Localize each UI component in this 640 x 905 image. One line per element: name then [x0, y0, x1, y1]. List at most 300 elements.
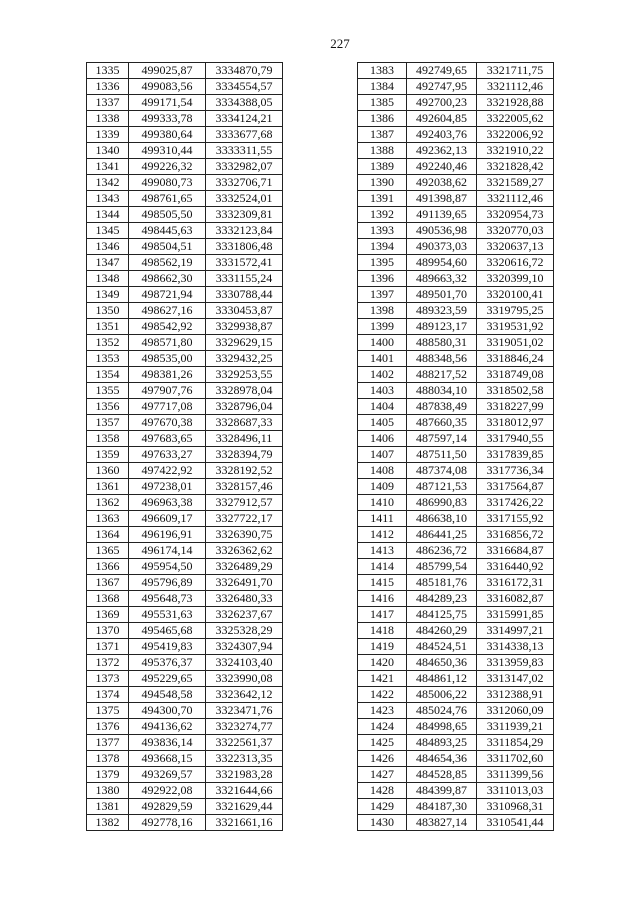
- y-coordinate-cell: 3327912,57: [206, 495, 283, 511]
- x-coordinate-cell: 496609,17: [129, 511, 206, 527]
- y-coordinate-cell: 3313959,83: [477, 655, 554, 671]
- y-coordinate-cell: 3332706,71: [206, 175, 283, 191]
- table-row: [358, 271, 554, 287]
- point-number-cell: 1350: [87, 303, 129, 319]
- y-coordinate-cell: 3327722,17: [206, 511, 283, 527]
- y-coordinate-cell: 3329253,55: [206, 367, 283, 383]
- x-coordinate-cell: 487597,14: [407, 431, 477, 447]
- table-row: [87, 687, 283, 703]
- x-coordinate-cell: 488348,56: [407, 351, 477, 367]
- y-coordinate-cell: 3315991,85: [477, 607, 554, 623]
- table-row: [358, 527, 554, 543]
- x-coordinate-cell: 484861,12: [407, 671, 477, 687]
- table-row: [358, 239, 554, 255]
- point-number-cell: 1372: [87, 655, 129, 671]
- x-coordinate-cell: 492829,59: [129, 799, 206, 815]
- y-coordinate-cell: 3324103,40: [206, 655, 283, 671]
- point-number-cell: 1400: [358, 335, 407, 351]
- table-row: [87, 159, 283, 175]
- table-row: [358, 159, 554, 175]
- x-coordinate-cell: 487121,53: [407, 479, 477, 495]
- table-row: [87, 383, 283, 399]
- y-coordinate-cell: 3330453,87: [206, 303, 283, 319]
- x-coordinate-cell: 499380,64: [129, 127, 206, 143]
- table-row: [87, 271, 283, 287]
- table-row: [358, 399, 554, 415]
- y-coordinate-cell: 3323642,12: [206, 687, 283, 703]
- point-number-cell: 1424: [358, 719, 407, 735]
- point-number-cell: 1379: [87, 767, 129, 783]
- table-row: [358, 143, 554, 159]
- x-coordinate-cell: 484528,85: [407, 767, 477, 783]
- y-coordinate-cell: 3320399,10: [477, 271, 554, 287]
- point-number-cell: 1427: [358, 767, 407, 783]
- x-coordinate-cell: 497238,01: [129, 479, 206, 495]
- point-number-cell: 1361: [87, 479, 129, 495]
- table-row: [87, 607, 283, 623]
- point-number-cell: 1411: [358, 511, 407, 527]
- point-number-cell: 1397: [358, 287, 407, 303]
- y-coordinate-cell: 3310968,31: [477, 799, 554, 815]
- table-row: [87, 303, 283, 319]
- point-number-cell: 1336: [87, 79, 129, 95]
- y-coordinate-cell: 3321112,46: [477, 79, 554, 95]
- point-number-cell: 1335: [87, 63, 129, 79]
- x-coordinate-cell: 492700,23: [407, 95, 477, 111]
- point-number-cell: 1422: [358, 687, 407, 703]
- table-row: [358, 511, 554, 527]
- point-number-cell: 1370: [87, 623, 129, 639]
- y-coordinate-cell: 3328687,33: [206, 415, 283, 431]
- table-row: [358, 79, 554, 95]
- point-number-cell: 1417: [358, 607, 407, 623]
- point-number-cell: 1364: [87, 527, 129, 543]
- point-number-cell: 1396: [358, 271, 407, 287]
- x-coordinate-cell: 488034,10: [407, 383, 477, 399]
- table-row: [87, 319, 283, 335]
- x-coordinate-cell: 498761,65: [129, 191, 206, 207]
- y-coordinate-cell: 3330788,44: [206, 287, 283, 303]
- y-coordinate-cell: 3334388,05: [206, 95, 283, 111]
- x-coordinate-cell: 493269,57: [129, 767, 206, 783]
- point-number-cell: 1382: [87, 815, 129, 831]
- point-number-cell: 1373: [87, 671, 129, 687]
- point-number-cell: 1428: [358, 783, 407, 799]
- x-coordinate-cell: 491139,65: [407, 207, 477, 223]
- y-coordinate-cell: 3326480,33: [206, 591, 283, 607]
- y-coordinate-cell: 3332524,01: [206, 191, 283, 207]
- x-coordinate-cell: 495465,68: [129, 623, 206, 639]
- x-coordinate-cell: 484524,51: [407, 639, 477, 655]
- x-coordinate-cell: 484260,29: [407, 623, 477, 639]
- x-coordinate-cell: 483827,14: [407, 815, 477, 831]
- table-row: [87, 719, 283, 735]
- y-coordinate-cell: 3311854,29: [477, 735, 554, 751]
- table-row: [358, 735, 554, 751]
- y-coordinate-cell: 3321112,46: [477, 191, 554, 207]
- y-coordinate-cell: 3329938,87: [206, 319, 283, 335]
- x-coordinate-cell: 495796,89: [129, 575, 206, 591]
- point-number-cell: 1338: [87, 111, 129, 127]
- point-number-cell: 1412: [358, 527, 407, 543]
- table-row: [358, 351, 554, 367]
- point-number-cell: 1348: [87, 271, 129, 287]
- point-number-cell: 1344: [87, 207, 129, 223]
- point-number-cell: 1343: [87, 191, 129, 207]
- point-number-cell: 1404: [358, 399, 407, 415]
- point-number-cell: 1342: [87, 175, 129, 191]
- point-number-cell: 1374: [87, 687, 129, 703]
- y-coordinate-cell: 3332123,84: [206, 223, 283, 239]
- x-coordinate-cell: 494136,62: [129, 719, 206, 735]
- table-row: [87, 175, 283, 191]
- point-number-cell: 1356: [87, 399, 129, 415]
- table-row: [358, 367, 554, 383]
- table-row: [358, 127, 554, 143]
- table-row: [87, 799, 283, 815]
- y-coordinate-cell: 3318227,99: [477, 399, 554, 415]
- table-row: [358, 63, 554, 79]
- x-coordinate-cell: 489663,32: [407, 271, 477, 287]
- point-number-cell: 1381: [87, 799, 129, 815]
- x-coordinate-cell: 489501,70: [407, 287, 477, 303]
- point-number-cell: 1429: [358, 799, 407, 815]
- x-coordinate-cell: 493668,15: [129, 751, 206, 767]
- table-row: [358, 207, 554, 223]
- y-coordinate-cell: 3332309,81: [206, 207, 283, 223]
- y-coordinate-cell: 3333311,55: [206, 143, 283, 159]
- point-number-cell: 1346: [87, 239, 129, 255]
- y-coordinate-cell: 3323274,77: [206, 719, 283, 735]
- point-number-cell: 1380: [87, 783, 129, 799]
- table-row: [358, 415, 554, 431]
- table-row: [358, 383, 554, 399]
- x-coordinate-cell: 499333,78: [129, 111, 206, 127]
- y-coordinate-cell: 3318846,24: [477, 351, 554, 367]
- x-coordinate-cell: 496196,91: [129, 527, 206, 543]
- y-coordinate-cell: 3333677,68: [206, 127, 283, 143]
- point-number-cell: 1406: [358, 431, 407, 447]
- table-row: [87, 351, 283, 367]
- point-number-cell: 1408: [358, 463, 407, 479]
- y-coordinate-cell: 3322006,92: [477, 127, 554, 143]
- x-coordinate-cell: 498542,92: [129, 319, 206, 335]
- y-coordinate-cell: 3322561,37: [206, 735, 283, 751]
- point-number-cell: 1384: [358, 79, 407, 95]
- y-coordinate-cell: 3311399,56: [477, 767, 554, 783]
- x-coordinate-cell: 487374,08: [407, 463, 477, 479]
- point-number-cell: 1378: [87, 751, 129, 767]
- y-coordinate-cell: 3326390,75: [206, 527, 283, 543]
- x-coordinate-cell: 497907,76: [129, 383, 206, 399]
- x-coordinate-cell: 485024,76: [407, 703, 477, 719]
- point-number-cell: 1410: [358, 495, 407, 511]
- x-coordinate-cell: 492604,85: [407, 111, 477, 127]
- x-coordinate-cell: 486441,25: [407, 527, 477, 543]
- y-coordinate-cell: 3321711,75: [477, 63, 554, 79]
- table-row: [358, 495, 554, 511]
- point-number-cell: 1430: [358, 815, 407, 831]
- x-coordinate-cell: 484650,36: [407, 655, 477, 671]
- y-coordinate-cell: 3328496,11: [206, 431, 283, 447]
- table-row: [358, 431, 554, 447]
- x-coordinate-cell: 485181,76: [407, 575, 477, 591]
- y-coordinate-cell: 3321928,88: [477, 95, 554, 111]
- x-coordinate-cell: 495954,50: [129, 559, 206, 575]
- y-coordinate-cell: 3326489,29: [206, 559, 283, 575]
- x-coordinate-cell: 495419,83: [129, 639, 206, 655]
- point-number-cell: 1362: [87, 495, 129, 511]
- y-coordinate-cell: 3320954,73: [477, 207, 554, 223]
- x-coordinate-cell: 499080,73: [129, 175, 206, 191]
- point-number-cell: 1405: [358, 415, 407, 431]
- x-coordinate-cell: 495531,63: [129, 607, 206, 623]
- y-coordinate-cell: 3317155,92: [477, 511, 554, 527]
- point-number-cell: 1402: [358, 367, 407, 383]
- y-coordinate-cell: 3321589,27: [477, 175, 554, 191]
- table-row: [358, 447, 554, 463]
- table-row: [358, 303, 554, 319]
- point-number-cell: 1394: [358, 239, 407, 255]
- x-coordinate-cell: 492240,46: [407, 159, 477, 175]
- x-coordinate-cell: 491398,87: [407, 191, 477, 207]
- point-number-cell: 1352: [87, 335, 129, 351]
- point-number-cell: 1354: [87, 367, 129, 383]
- y-coordinate-cell: 3318012,97: [477, 415, 554, 431]
- point-number-cell: 1385: [358, 95, 407, 111]
- x-coordinate-cell: 495648,73: [129, 591, 206, 607]
- table-row: [358, 463, 554, 479]
- x-coordinate-cell: 496963,38: [129, 495, 206, 511]
- x-coordinate-cell: 484654,36: [407, 751, 477, 767]
- point-number-cell: 1371: [87, 639, 129, 655]
- y-coordinate-cell: 3311013,03: [477, 783, 554, 799]
- x-coordinate-cell: 492362,13: [407, 143, 477, 159]
- y-coordinate-cell: 3334124,21: [206, 111, 283, 127]
- x-coordinate-cell: 489323,59: [407, 303, 477, 319]
- table-row: [87, 431, 283, 447]
- x-coordinate-cell: 485799,54: [407, 559, 477, 575]
- point-number-cell: 1418: [358, 623, 407, 639]
- x-coordinate-cell: 499226,32: [129, 159, 206, 175]
- table-row: [358, 639, 554, 655]
- y-coordinate-cell: 3317736,34: [477, 463, 554, 479]
- point-number-cell: 1414: [358, 559, 407, 575]
- y-coordinate-cell: 3318749,08: [477, 367, 554, 383]
- point-number-cell: 1347: [87, 255, 129, 271]
- y-coordinate-cell: 3321661,16: [206, 815, 283, 831]
- x-coordinate-cell: 484289,23: [407, 591, 477, 607]
- x-coordinate-cell: 497717,08: [129, 399, 206, 415]
- y-coordinate-cell: 3314997,21: [477, 623, 554, 639]
- y-coordinate-cell: 3316856,72: [477, 527, 554, 543]
- x-coordinate-cell: 494548,58: [129, 687, 206, 703]
- table-row: [87, 815, 283, 831]
- y-coordinate-cell: 3332982,07: [206, 159, 283, 175]
- table-row: [87, 559, 283, 575]
- x-coordinate-cell: 498721,94: [129, 287, 206, 303]
- point-number-cell: 1419: [358, 639, 407, 655]
- x-coordinate-cell: 498445,63: [129, 223, 206, 239]
- table-row: [87, 751, 283, 767]
- y-coordinate-cell: 3326362,62: [206, 543, 283, 559]
- point-number-cell: 1389: [358, 159, 407, 175]
- table-row: [87, 111, 283, 127]
- table-row: [87, 367, 283, 383]
- table-row: [358, 783, 554, 799]
- point-number-cell: 1355: [87, 383, 129, 399]
- table-row: [358, 591, 554, 607]
- point-number-cell: 1409: [358, 479, 407, 495]
- y-coordinate-cell: 3312388,91: [477, 687, 554, 703]
- y-coordinate-cell: 3329432,25: [206, 351, 283, 367]
- table-row: [358, 175, 554, 191]
- table-row: [87, 95, 283, 111]
- point-number-cell: 1367: [87, 575, 129, 591]
- x-coordinate-cell: 492922,08: [129, 783, 206, 799]
- point-number-cell: 1341: [87, 159, 129, 175]
- table-row: [87, 207, 283, 223]
- point-number-cell: 1340: [87, 143, 129, 159]
- y-coordinate-cell: 3321983,28: [206, 767, 283, 783]
- x-coordinate-cell: 495229,65: [129, 671, 206, 687]
- point-number-cell: 1416: [358, 591, 407, 607]
- y-coordinate-cell: 3322313,35: [206, 751, 283, 767]
- y-coordinate-cell: 3328157,46: [206, 479, 283, 495]
- x-coordinate-cell: 498627,16: [129, 303, 206, 319]
- table-row: [87, 479, 283, 495]
- x-coordinate-cell: 492038,62: [407, 175, 477, 191]
- x-coordinate-cell: 498662,30: [129, 271, 206, 287]
- table-row: [358, 559, 554, 575]
- y-coordinate-cell: 3329629,15: [206, 335, 283, 351]
- x-coordinate-cell: 498381,26: [129, 367, 206, 383]
- point-number-cell: 1377: [87, 735, 129, 751]
- y-coordinate-cell: 3326491,70: [206, 575, 283, 591]
- y-coordinate-cell: 3320770,03: [477, 223, 554, 239]
- table-row: [87, 735, 283, 751]
- table-row: [87, 287, 283, 303]
- y-coordinate-cell: 3317839,85: [477, 447, 554, 463]
- y-coordinate-cell: 3310541,44: [477, 815, 554, 831]
- x-coordinate-cell: 495376,37: [129, 655, 206, 671]
- x-coordinate-cell: 499083,56: [129, 79, 206, 95]
- y-coordinate-cell: 3311702,60: [477, 751, 554, 767]
- point-number-cell: 1398: [358, 303, 407, 319]
- y-coordinate-cell: 3316684,87: [477, 543, 554, 559]
- table-row: [358, 703, 554, 719]
- point-number-cell: 1420: [358, 655, 407, 671]
- y-coordinate-cell: 3312060,09: [477, 703, 554, 719]
- table-row: [87, 63, 283, 79]
- table-row: [358, 623, 554, 639]
- table-row: [87, 415, 283, 431]
- table-row: [358, 223, 554, 239]
- y-coordinate-cell: 3319795,25: [477, 303, 554, 319]
- table-row: [87, 783, 283, 799]
- table-row: [87, 447, 283, 463]
- x-coordinate-cell: 497683,65: [129, 431, 206, 447]
- y-coordinate-cell: 3334554,57: [206, 79, 283, 95]
- table-row: [87, 79, 283, 95]
- x-coordinate-cell: 498505,50: [129, 207, 206, 223]
- y-coordinate-cell: 3316172,31: [477, 575, 554, 591]
- point-number-cell: 1415: [358, 575, 407, 591]
- table-row: [87, 255, 283, 271]
- point-number-cell: 1358: [87, 431, 129, 447]
- x-coordinate-cell: 487511,50: [407, 447, 477, 463]
- y-coordinate-cell: 3316440,92: [477, 559, 554, 575]
- y-coordinate-cell: 3323471,76: [206, 703, 283, 719]
- y-coordinate-cell: 3314338,13: [477, 639, 554, 655]
- y-coordinate-cell: 3328192,52: [206, 463, 283, 479]
- table-row: [87, 127, 283, 143]
- table-row: [87, 511, 283, 527]
- table-row: [87, 223, 283, 239]
- table-row: [358, 335, 554, 351]
- table-row: [358, 607, 554, 623]
- table-row: [358, 751, 554, 767]
- x-coordinate-cell: 484187,30: [407, 799, 477, 815]
- table-row: [87, 463, 283, 479]
- table-row: [87, 527, 283, 543]
- y-coordinate-cell: 3320100,41: [477, 287, 554, 303]
- point-number-cell: 1375: [87, 703, 129, 719]
- x-coordinate-cell: 484399,87: [407, 783, 477, 799]
- x-coordinate-cell: 484893,25: [407, 735, 477, 751]
- y-coordinate-cell: 3311939,21: [477, 719, 554, 735]
- x-coordinate-cell: 492747,95: [407, 79, 477, 95]
- x-coordinate-cell: 487838,49: [407, 399, 477, 415]
- y-coordinate-cell: 3324307,94: [206, 639, 283, 655]
- point-number-cell: 1337: [87, 95, 129, 111]
- table-row: [87, 335, 283, 351]
- point-number-cell: 1383: [358, 63, 407, 79]
- x-coordinate-cell: 486638,10: [407, 511, 477, 527]
- table-row: [87, 767, 283, 783]
- table-row: [87, 655, 283, 671]
- x-coordinate-cell: 486236,72: [407, 543, 477, 559]
- x-coordinate-cell: 492778,16: [129, 815, 206, 831]
- point-number-cell: 1399: [358, 319, 407, 335]
- point-number-cell: 1349: [87, 287, 129, 303]
- table-row: [87, 399, 283, 415]
- x-coordinate-cell: 496174,14: [129, 543, 206, 559]
- point-number-cell: 1390: [358, 175, 407, 191]
- x-coordinate-cell: 488217,52: [407, 367, 477, 383]
- table-row: [358, 255, 554, 271]
- table-row: [358, 719, 554, 735]
- point-number-cell: 1401: [358, 351, 407, 367]
- y-coordinate-cell: 3331155,24: [206, 271, 283, 287]
- point-number-cell: 1393: [358, 223, 407, 239]
- point-number-cell: 1357: [87, 415, 129, 431]
- y-coordinate-cell: 3313147,02: [477, 671, 554, 687]
- y-coordinate-cell: 3328796,04: [206, 399, 283, 415]
- y-coordinate-cell: 3321910,22: [477, 143, 554, 159]
- x-coordinate-cell: 493836,14: [129, 735, 206, 751]
- x-coordinate-cell: 485006,22: [407, 687, 477, 703]
- y-coordinate-cell: 3319531,92: [477, 319, 554, 335]
- table-row: [358, 799, 554, 815]
- point-number-cell: 1395: [358, 255, 407, 271]
- y-coordinate-cell: 3322005,62: [477, 111, 554, 127]
- point-number-cell: 1363: [87, 511, 129, 527]
- x-coordinate-cell: 492403,76: [407, 127, 477, 143]
- table-row: [87, 543, 283, 559]
- y-coordinate-cell: 3331572,41: [206, 255, 283, 271]
- y-coordinate-cell: 3318502,58: [477, 383, 554, 399]
